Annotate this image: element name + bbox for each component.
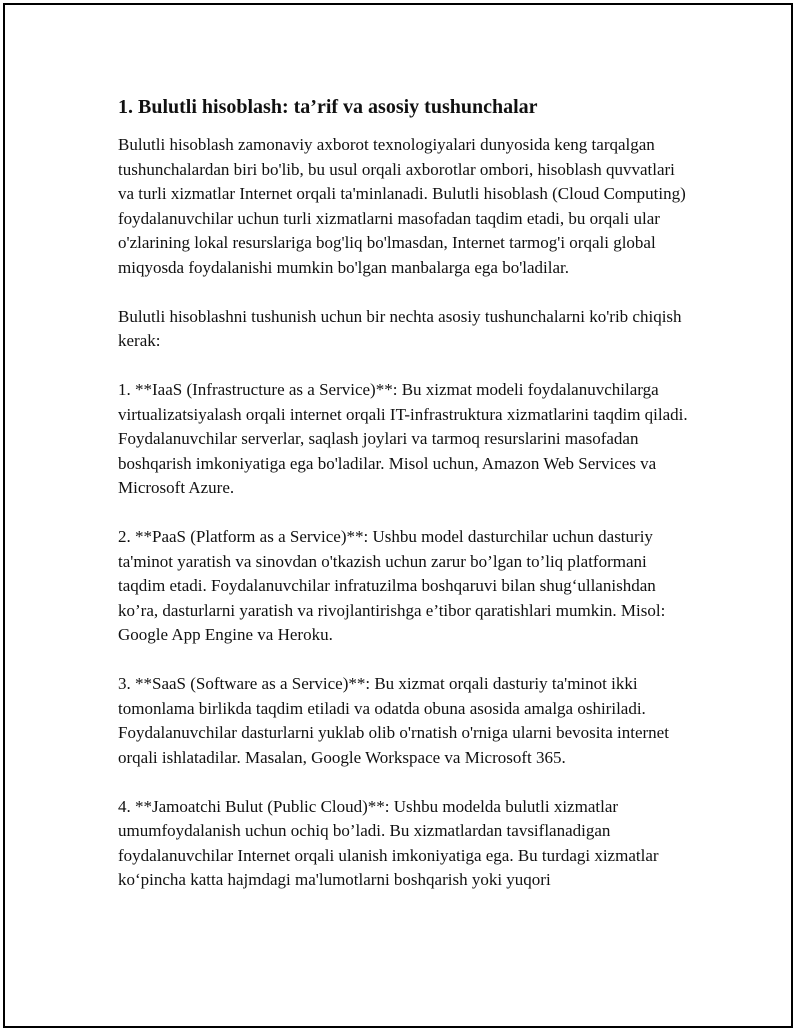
section-heading: 1. Bulutli hisoblash: ta’rif va asosiy tushunchalar: [118, 96, 538, 118]
paragraph-key-concepts: Bulutli hisoblashni tushunish uchun bir nechta asosiy tushunchalarni ko'rib chiqish kerak:: [118, 306, 682, 350]
paragraph-saas: 3. **SaaS (Software as a Service)**: Bu xizmat orqali dasturiy ta'minot ikki tomonlama birlikda taqdim etiladi va odatda obuna asosida amalga oshiriladi. Foydalanuvchilar dasturlarni yuklab olib o'rnatish o'rniga ularni bevosita internet orqali ishlatadilar. Masalan, Google Workspace va Microsoft 365.: [118, 674, 669, 767]
paragraph-public-cloud: 4. **Jamoatchi Bulut (Public Cloud)**: Ushbu modelda bulutli xizmatlar umumfoydalanish uchun ochiq bo’ladi. Bu xizmatlardan tavsiflanadigan foydalanuvchilar Internet orqali ulanish imkoniyatiga ega. Bu turdagi xizmatlar ko‘pincha katta hajmdagi ma'lumotlarni boshqarish yoki yuqori: [118, 796, 659, 889]
paragraph-intro: Bulutli hisoblash zamonaviy axborot texnologiyalari dunyosida keng tarqalgan tushunchalardan biri bo'lib, bu usul orqali axborotlar ombori, hisoblash quvvatlari va turli xizmatlar Internet orqali ta'minlanadi. Bulutli hisoblash (Cloud Computing) foydalanuvchilar uchun turli xizmatlarni masofadan taqdim etadi, bu orqali ular o'zlarining lokal resurslariga bog'liq bo'lmasdan, Internet tarmog'i orqali global miqyosda foydalanishi mumkin bo'lgan manbalarga ega bo'ladilar.: [118, 135, 686, 277]
paragraph-paas: 2. **PaaS (Platform as a Service)**: Ushbu model dasturchilar uchun dasturiy ta'minot yaratish va sinovdan o'tkazish uchun zarur bo’lgan to’liq platformani taqdim etadi. Foydalanuvchilar infratuzilma boshqaruvi bilan shug‘ullanishdan ko’ra, dasturlarni yaratish va rivojlantirishga e’tibor qaratishlari mumkin. Misol: Google App Engine va Heroku.: [118, 527, 666, 644]
document-body: [118, 95, 688, 893]
paragraph-iaas: 1. **IaaS (Infrastructure as a Service)**: Bu xizmat modeli foydalanuvchilarga virtualizatsiyalash orqali internet orqali IT-infrastruktura xizmatlarini taqdim qiladi. Foydalanuvchilar serverlar, saqlash joylari va tarmoq resurslarini masofadan boshqarish imkoniyatiga ega bo'ladilar. Misol uchun, Amazon Web Services va Microsoft Azure.: [118, 380, 688, 497]
